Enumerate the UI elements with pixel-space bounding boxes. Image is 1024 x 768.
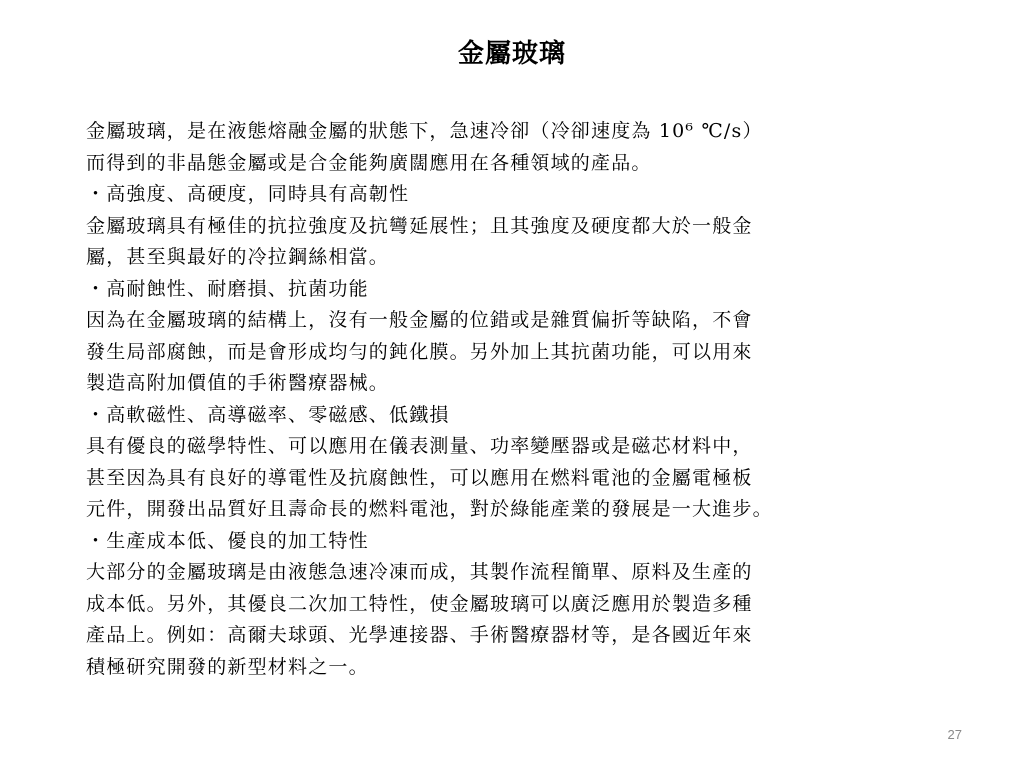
bullet-heading-cost: ・生產成本低、優良的加工特性	[86, 529, 369, 552]
intro-line-2: 而得到的非晶態金屬或是合金能夠廣闊應用在各種領域的產品。	[86, 151, 652, 174]
magnetic-line-1: 具有優良的磁學特性、可以應用在儀表測量、功率變壓器或是磁芯材料中，	[86, 435, 753, 457]
cost-line-4: 積極研究開發的新型材料之一。	[86, 655, 369, 678]
cost-line-2: 成本低。另外，其優良二次加工特性，使金屬玻璃可以廣泛應用於製造多種	[86, 592, 753, 615]
strength-line-2: 屬，甚至與最好的冷拉鋼絲相當。	[86, 246, 390, 268]
bullet-heading-strength: ・高強度、高硬度，同時具有高韌性	[86, 183, 410, 205]
slide-title: 金屬玻璃	[457, 39, 566, 69]
bullet-heading-corrosion: ・高耐蝕性、耐磨損、抗菌功能	[86, 277, 369, 300]
cost-line-3: 產品上。例如：高爾夫球頭、光學連接器、手術醫療器材等，是各國近年來	[86, 624, 753, 646]
cost-line-1: 大部分的金屬玻璃是由液態急速冷凍而成，其製作流程簡單、原料及生產的	[86, 561, 753, 583]
corrosion-line-3: 製造高附加價值的手術醫療器械。	[86, 372, 390, 394]
intro-line-1: 金屬玻璃，是在液態熔融金屬的狀態下，急速冷卻（冷卻速度為 10⁶ ℃/s）	[86, 120, 763, 142]
bullet-heading-magnetic: ・高軟磁性、高導磁率、零磁感、低鐵損	[86, 403, 450, 426]
corrosion-line-2: 發生局部腐蝕，而是會形成均勻的鈍化膜。另外加上其抗菌功能，可以用來	[86, 340, 753, 363]
magnetic-line-2: 甚至因為具有良好的導電性及抗腐蝕性，可以應用在燃料電池的金屬電極板	[86, 466, 753, 489]
corrosion-line-1: 因為在金屬玻璃的結構上，沒有一般金屬的位錯或是雜質偏折等缺陷，不會	[86, 309, 753, 331]
magnetic-line-3: 元件，開發出品質好且壽命長的燃料電池，對於綠能產業的發展是一大進步。	[86, 498, 773, 520]
strength-line-1: 金屬玻璃具有極佳的抗拉強度及抗彎延展性；且其強度及硬度都大於一般金	[86, 214, 753, 237]
page-number: 27	[947, 727, 962, 742]
slide-body	[86, 116, 938, 683]
